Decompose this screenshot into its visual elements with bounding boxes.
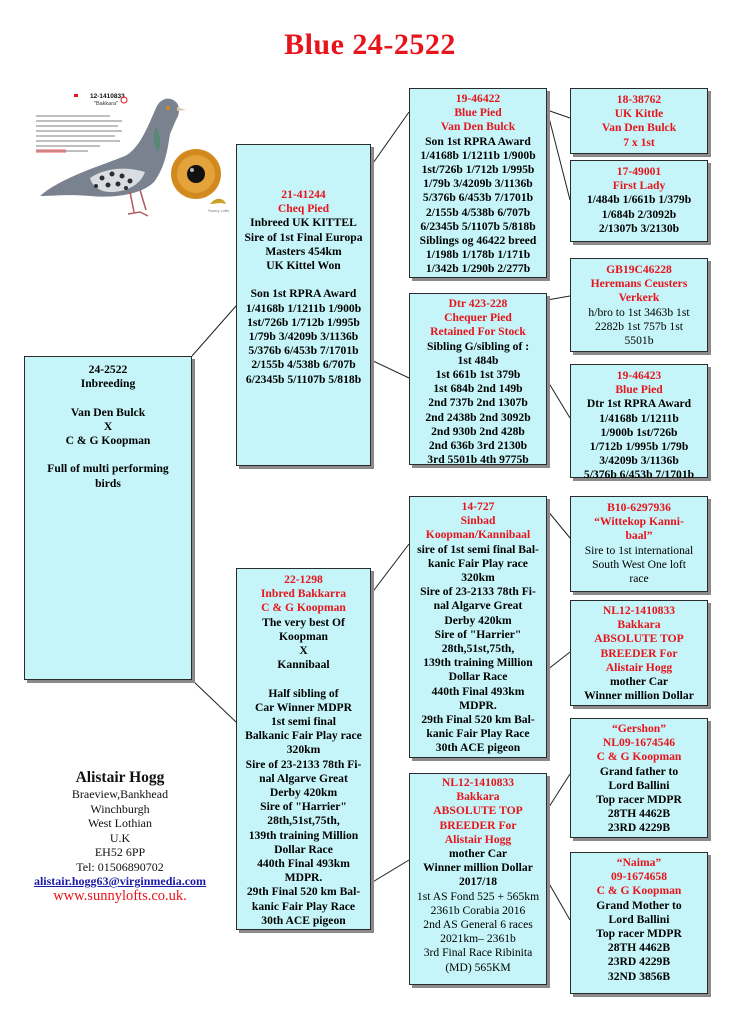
sds-ring: GB19C46228 <box>606 263 672 276</box>
sd-line: 2nd 636b 3rd 2130b <box>428 439 528 453</box>
sds-line: 2282b 1st 757b 1st <box>595 319 683 333</box>
subject-ring: 24-2522 <box>88 363 128 376</box>
dss-line: South West One loft <box>592 557 686 571</box>
dam-breeder: C & G Koopman <box>261 601 346 615</box>
ddd-line: Top racer MDPR <box>596 927 682 941</box>
dss-ring: B10-6297936 <box>607 501 671 514</box>
owner-address-line: Braeview,Bankhead <box>71 787 169 801</box>
dd-red-line: ABSOLUTE TOP <box>433 804 523 818</box>
dam-line: Sire of "Harrier" <box>260 800 347 814</box>
ddd-ring: 09-1674658 <box>610 870 668 884</box>
dss-line: race <box>629 572 649 586</box>
owner-address-line: Winchburgh <box>90 801 150 816</box>
subject-line <box>25 391 191 405</box>
page-title: Blue 24-2522 <box>284 28 456 61</box>
ssd-line: 1/484b 1/661b 1/379b <box>586 193 692 207</box>
ddd-breeder: C & G Koopman <box>596 884 682 898</box>
dd-bold-line: 2017/18 <box>458 875 497 889</box>
sire-line: 1st/726b 1/712b 1/995b <box>247 315 360 329</box>
dd-bold-line: Winner million Dollar <box>423 861 533 875</box>
dsd-line: Winner million Dollar <box>584 689 694 703</box>
dsd-red-line: ABSOLUTE TOP <box>594 632 684 646</box>
owner-address-line: U.K <box>109 830 131 845</box>
sire-box <box>236 144 371 466</box>
ss-line: 1/342b 1/290b 2/277b <box>425 262 531 276</box>
dam-box <box>236 568 371 930</box>
subject-line: birds <box>95 476 121 490</box>
dam-line: Kannibaal <box>277 658 330 672</box>
ss-line: 1st/726b 1/712b 1/995b <box>421 163 535 177</box>
dam-line: 139th training Million <box>248 828 359 842</box>
sire-line: 1/4168b 1/1211b 1/900b <box>245 301 362 315</box>
dam-line: kanic Fair Play Race <box>251 899 356 913</box>
dam-line: Derby 420km <box>269 786 338 800</box>
connector-line <box>547 880 570 920</box>
connector-line <box>547 774 570 810</box>
dam-line: 30th ACE pigeon <box>261 913 346 927</box>
ssd-ring: 17-49001 <box>616 165 662 178</box>
ddd-line: 28TH 4462B <box>607 941 671 955</box>
dd-line: 3rd Final Race Ribinita <box>423 946 533 960</box>
dd-line: 2361b Corabia 2016 <box>430 903 526 917</box>
ds-line: Sire of "Harrier" <box>434 627 522 641</box>
sss-ring: 18-38762 <box>616 93 662 106</box>
sire-line: Son 1st RPRA Award <box>250 287 357 301</box>
dsd-box <box>570 600 708 706</box>
ddd-name: “Naima” <box>616 856 662 869</box>
sds-name: Heremans Ceusters <box>590 277 688 291</box>
dam-line: Balkanic Fair Play race <box>245 729 362 743</box>
ss-ring: 19-46422 <box>455 92 501 105</box>
dds-box <box>570 718 708 838</box>
dss-name: “Wittekop Kanni- <box>594 515 684 529</box>
dd-red-line: BREEDER For <box>439 818 517 832</box>
dam-line: Car Winner MDPR <box>254 700 353 714</box>
dsd-line: mother Car <box>609 675 669 689</box>
connector-line <box>192 680 236 722</box>
ssd-box <box>570 160 708 242</box>
sire-line: 5/376b 6/453b 7/1701b <box>248 344 359 358</box>
sss-name: UK Kittle <box>614 107 664 121</box>
sire-line: 6/2345b 5/1107b 5/818b <box>245 372 362 386</box>
sire-dam-box <box>409 293 547 465</box>
ds-line: kanic Fair Play Race <box>426 727 530 741</box>
sdd-line: 5/376b 6/453b 7/1701b <box>583 468 695 482</box>
connector-line <box>547 380 570 418</box>
sire-name: Cheq Pied <box>277 202 330 216</box>
dam-line: X <box>299 644 308 658</box>
sds-line: 5501b <box>624 334 654 348</box>
sd-line: 3rd 5501b 4th 9775b <box>427 453 529 467</box>
owner-tel: Tel: 01506890702 <box>76 859 164 874</box>
connector-line <box>547 110 570 200</box>
subject-line: Inbreeding <box>80 377 136 391</box>
sire-line: Sire of 1st Final Europa <box>244 230 363 244</box>
sd-line: 1st 684b 2nd 149b <box>433 382 523 396</box>
photo-ring-label: 12-1410833 <box>90 93 125 100</box>
dds-line: 23RD 4229B <box>607 821 671 835</box>
ss-line: Son 1st RPRA Award <box>425 134 531 148</box>
sdd-line: 3/4209b 3/1136b <box>599 454 679 468</box>
sire-line: Masters 454km <box>265 244 342 258</box>
sss-breeder: Van Den Bulck <box>601 121 677 135</box>
sire-line: UK Kittel Won <box>266 259 341 273</box>
dss-name-cont: baal” <box>625 529 653 543</box>
sdd-line: 1/4168b 1/1211b <box>599 411 679 425</box>
dam-line: 29th Final 520 km Bal- <box>246 885 361 899</box>
dds-line: 28TH 4462B <box>607 807 671 821</box>
ss-name: Blue Pied <box>454 106 502 120</box>
dam-line: 320km <box>286 743 321 757</box>
dam-line: Half sibling of <box>268 686 339 700</box>
owner-address-line: West Lothian <box>87 816 153 830</box>
sire-sire-box <box>409 88 547 278</box>
dd-line: (MD) 565KM <box>445 960 511 974</box>
dam-name: Inbred Bakkarra <box>260 587 347 601</box>
sdd-ring: 19-46423 <box>616 369 662 382</box>
ss-line: 1/4168b 1/1211b 1/900b <box>420 148 536 162</box>
dd-line: 1st AS Fond 525 + 565km <box>416 889 540 903</box>
sire-line: 1/79b 3/4209b 3/1136b <box>248 330 359 344</box>
dss-line: Sire to 1st international <box>584 543 694 557</box>
subject-line: Van Den Bulck <box>70 405 146 419</box>
ss-line: 5/376b 6/453b 7/1701b <box>422 191 534 205</box>
sdd-box <box>570 364 708 482</box>
owner-name: Alistair Hogg <box>75 769 165 786</box>
ds-line: MDPR. <box>459 698 497 712</box>
ds-line: 440th Final 493km <box>431 684 525 698</box>
ds-line: sire of 1st semi final Bal- <box>417 542 539 556</box>
dam-line: 28th,51st,75th, <box>267 814 340 828</box>
connector-line <box>371 112 409 166</box>
ss-line: 1/198b 1/178b 1/171b <box>425 248 531 262</box>
connector-line <box>547 296 570 300</box>
sd-line: 2nd 737b 2nd 1307b <box>428 396 528 410</box>
connector-line <box>371 544 409 594</box>
dds-line: Top racer MDPR <box>596 793 682 807</box>
dam-line: 1st semi final <box>270 715 337 729</box>
dam-dam-box <box>409 773 547 985</box>
ssd-line: 1/684b 2/3092b <box>601 207 677 221</box>
owner-website-link[interactable]: www.sunnylofts.co.uk. <box>53 887 187 904</box>
owner-address-line: EH52 6PP <box>94 845 146 859</box>
ds-line: 28th,51st,75th, <box>441 642 515 656</box>
ds-ring: 14-727 <box>461 500 495 513</box>
owner-email-link[interactable]: alistair.hogg63@virginmedia.com <box>33 874 207 888</box>
sss-box <box>570 88 708 154</box>
subject-line <box>25 448 191 462</box>
owner-contact <box>20 768 220 903</box>
dds-ring: NL09-1674546 <box>602 736 676 750</box>
sd-line: 2nd 930b 2nd 428b <box>431 424 525 438</box>
dam-line: MDPR. <box>284 871 323 885</box>
ss-breeder: Van Den Bulck <box>440 120 516 134</box>
dds-breeder: C & G Koopman <box>596 750 682 764</box>
ddd-line: 32ND 3856B <box>607 969 671 983</box>
sire-ring: 21-41244 <box>281 188 326 201</box>
dam-line: nal Algarve Great <box>259 771 348 785</box>
ds-line: kanic Fair Play race <box>428 556 528 570</box>
dd-line: 2nd AS General 6 races <box>423 918 533 932</box>
ss-line: Siblings og 46422 breed <box>419 234 537 248</box>
ddd-box <box>570 852 708 994</box>
dd-red-line: Alistair Hogg <box>444 832 512 846</box>
sdd-name: Blue Pied <box>615 383 663 397</box>
subject-line: C & G Koopman <box>65 434 151 448</box>
dsd-red-line: Alistair Hogg <box>605 660 673 674</box>
dam-line <box>237 672 370 686</box>
ds-line: nal Algarve Great <box>433 599 523 613</box>
sd-note: Retained For Stock <box>430 325 526 339</box>
ds-line: Sire of 23-2133 78th Fi- <box>420 585 536 599</box>
ds-breeder: Koopman/Kannibaal <box>425 528 531 542</box>
ds-line: 139th training Million <box>423 656 533 670</box>
ds-line: Dollar Race <box>448 670 508 684</box>
sd-line: 1st 661b 1st 379b <box>435 368 521 382</box>
ds-line: Derby 420km <box>444 613 512 627</box>
dsd-name: Bakkara <box>617 618 661 632</box>
dd-name: Bakkara <box>456 790 500 804</box>
ds-line: 320km <box>461 571 495 585</box>
sdd-line: Dtr 1st RPRA Award <box>586 397 692 411</box>
sd-line: Sibling G/sibling of : <box>426 339 530 353</box>
ddd-line: Lord Ballini <box>608 912 670 926</box>
dam-ring: 22-1298 <box>284 573 323 586</box>
sdd-line: 1/900b 1st/726b <box>600 425 678 439</box>
dd-bold-line: mother Car <box>448 847 508 861</box>
ds-name: Sinbad <box>460 514 496 528</box>
dam-line: Sire of 23-2133 78th Fi- <box>245 757 362 771</box>
ds-line: 30th ACE pigeon <box>435 741 521 755</box>
photo-logo-text: Sunny Lofts <box>208 208 230 213</box>
sire-line: 2/155b 4/538b 6/707b <box>251 358 356 372</box>
pigeon-photo <box>30 86 235 226</box>
ss-line: 6/2345b 5/1107b 5/818b <box>420 219 536 233</box>
photo-name-label: "Bakkara" <box>94 101 119 107</box>
ssd-name: First Lady <box>612 179 666 193</box>
connector-line <box>547 510 570 538</box>
dd-ring: NL12-1410833 <box>441 776 515 789</box>
sdd-line: 1/712b 1/995b 1/79b <box>589 440 689 454</box>
connector-line <box>547 652 570 670</box>
dds-line: Lord Ballini <box>608 778 670 792</box>
sd-ring: Dtr 423-228 <box>448 297 508 310</box>
connector-line <box>192 306 236 356</box>
sds-box <box>570 258 708 352</box>
dam-line: The very best Of <box>262 615 345 629</box>
sss-note: 7 x 1st <box>623 135 655 149</box>
dd-line: 2021km– 2361b <box>440 932 516 946</box>
ddd-line: 23RD 4229B <box>607 955 671 969</box>
dam-line: Dollar Race <box>274 842 333 856</box>
connector-line <box>547 110 570 118</box>
connector-line <box>371 860 409 883</box>
dam-line: 440th Final 493km <box>257 857 350 871</box>
sds-line: h/bro to 1st 3463b 1st <box>588 305 690 319</box>
dam-sire-box <box>409 496 547 758</box>
ssd-line: 2/1307b 3/2130b <box>598 221 680 235</box>
ds-line: 29th Final 520 km Bal- <box>421 713 535 727</box>
dds-name: “Gershon” <box>611 722 667 735</box>
dsd-ring: NL12-1410833 <box>602 604 676 617</box>
ss-line: 1/79b 3/4209b 3/1136b <box>423 177 533 191</box>
dsd-red-line: BREEDER For <box>600 646 678 660</box>
dds-line: Grand father to <box>599 764 679 778</box>
subject-line: Full of multi performing <box>47 462 169 476</box>
sds-breeder: Verkerk <box>618 291 660 305</box>
sire-line <box>237 273 370 287</box>
sire-line: Inbreed UK KITTEL <box>250 216 357 230</box>
ss-line: 2/155b 4/538b 6/707b <box>425 205 531 219</box>
dam-line: Koopman <box>279 629 328 643</box>
connector-line <box>371 360 409 378</box>
dss-box <box>570 496 708 592</box>
subject-line: X <box>103 419 113 433</box>
sd-name: Chequer Pied <box>444 311 512 325</box>
ddd-line: Grand Mother to <box>596 898 682 912</box>
sd-line: 2nd 2438b 2nd 3092b <box>425 410 531 424</box>
sd-line: 1st 484b <box>457 353 499 367</box>
subject-box <box>24 356 192 680</box>
